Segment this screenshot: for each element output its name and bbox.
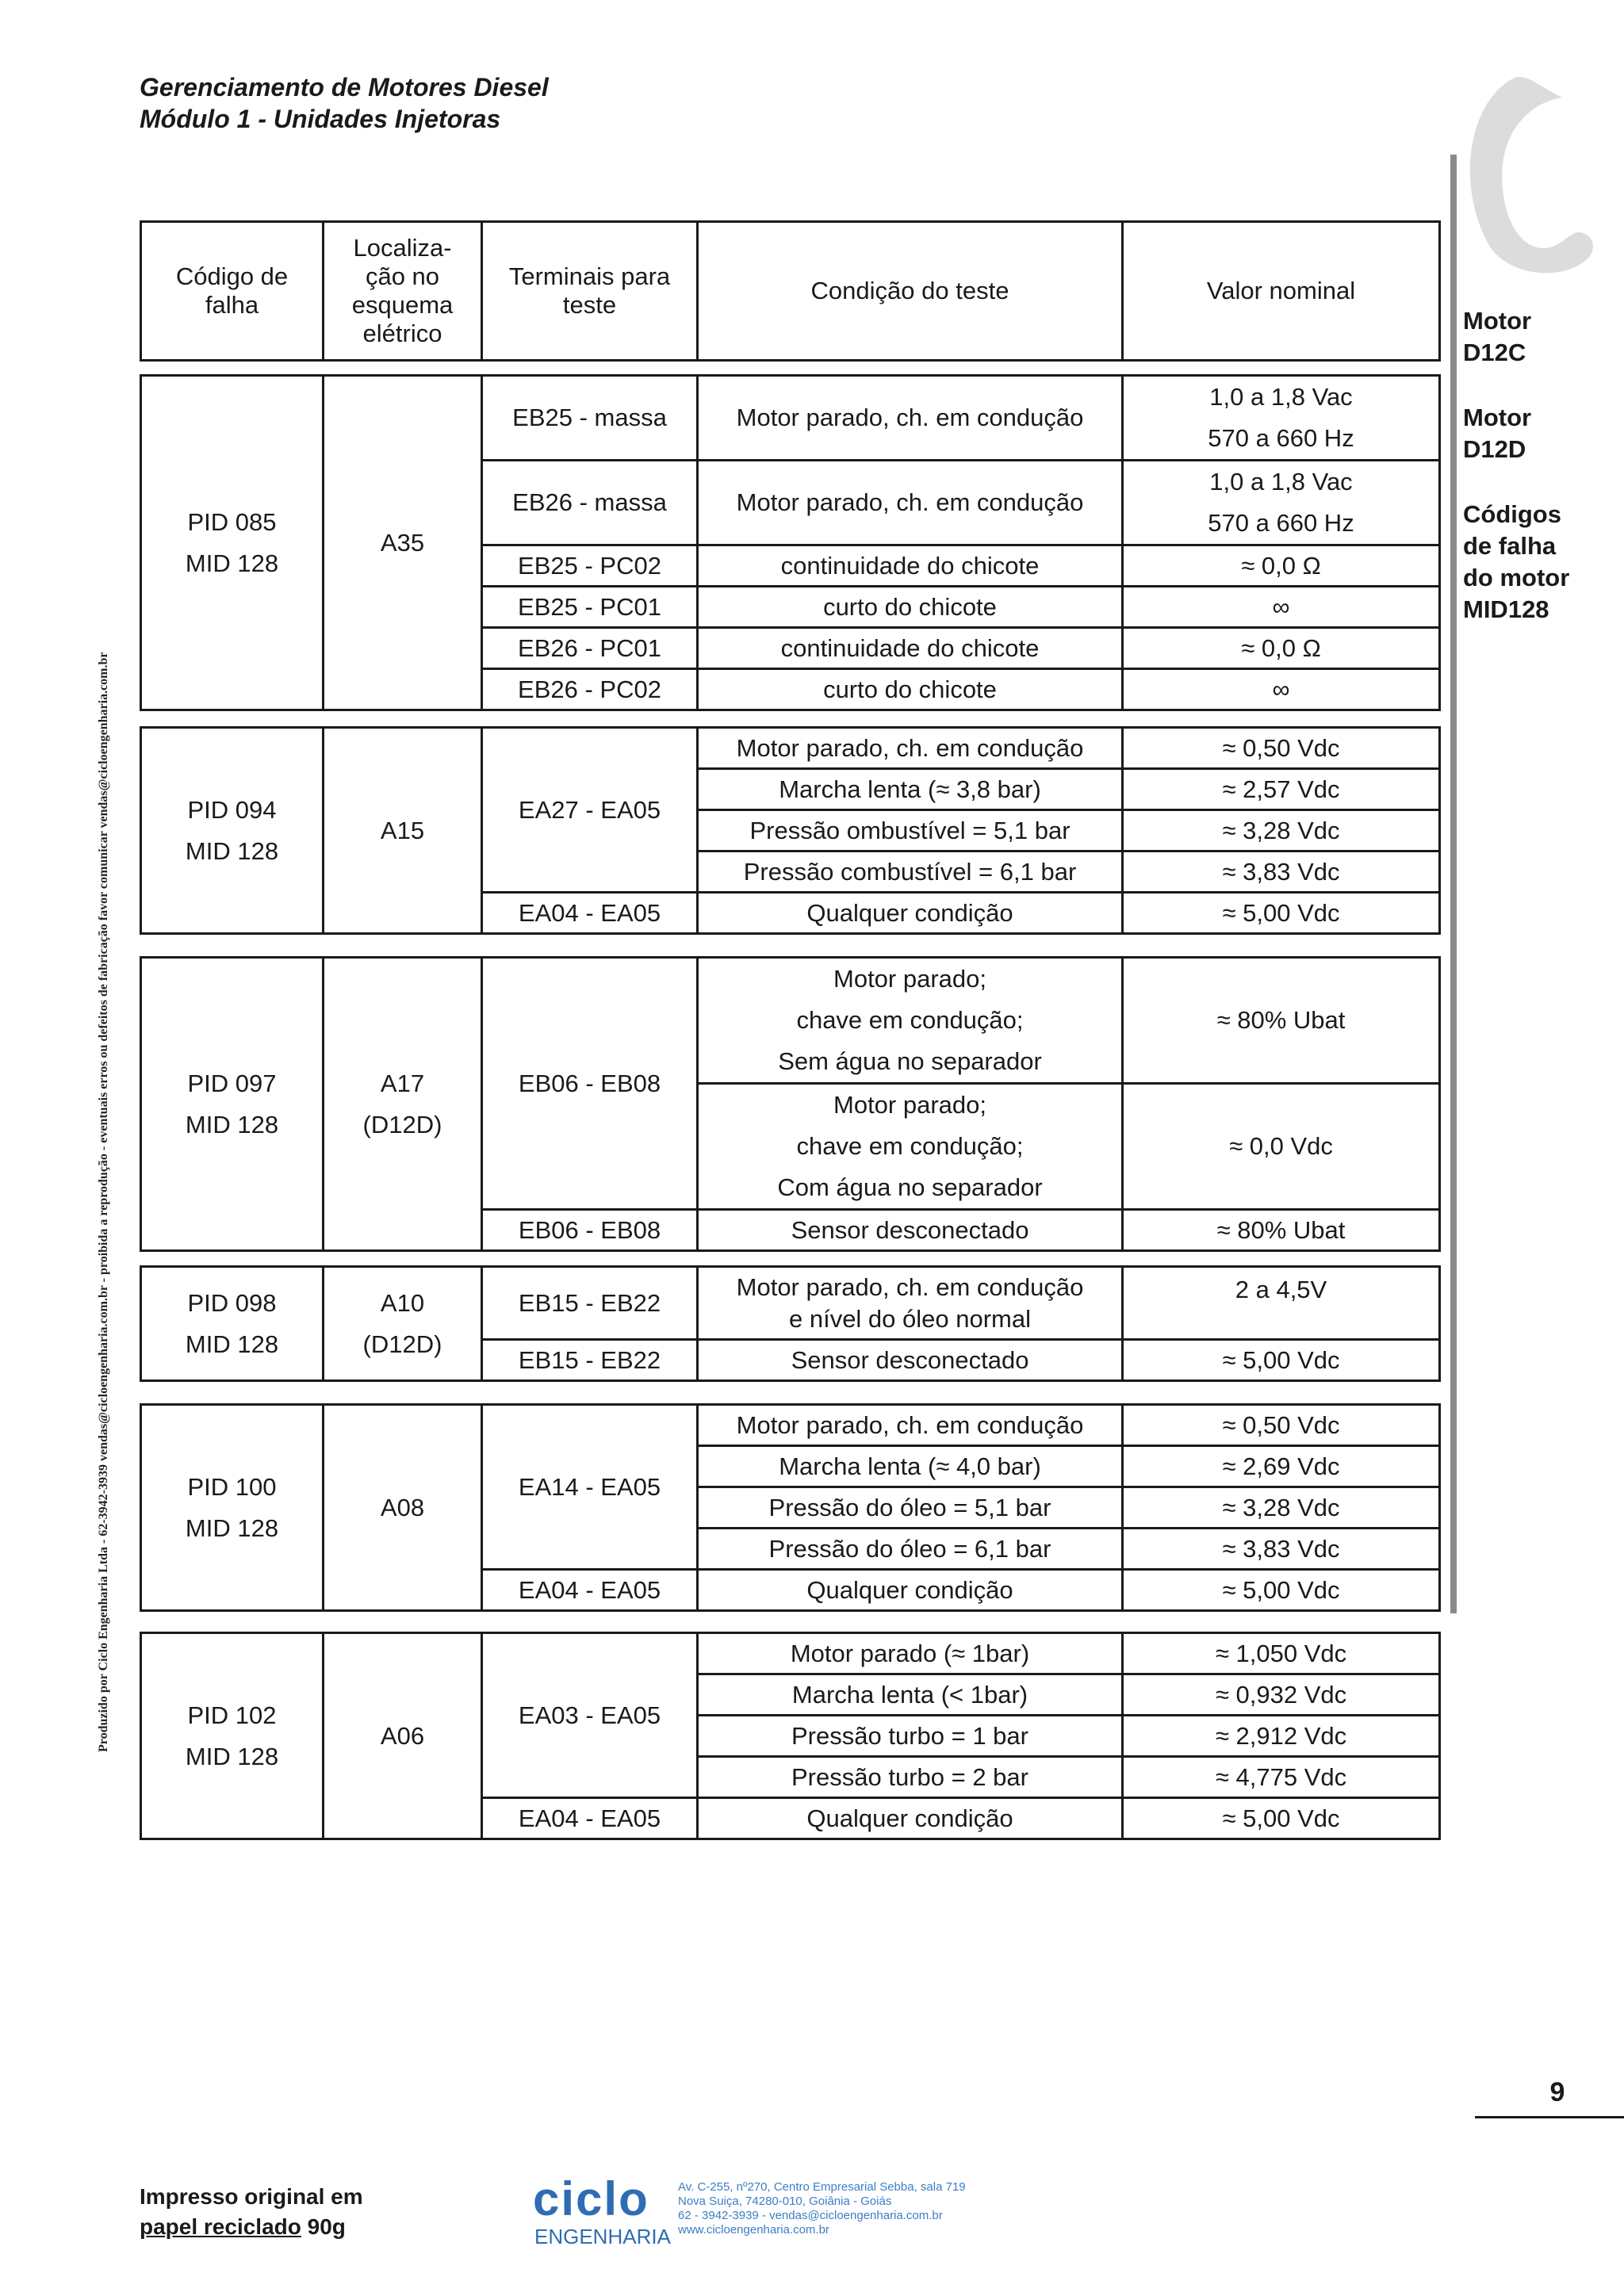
- terminals: EB26 - PC01: [482, 628, 698, 669]
- nominal-value: ≈ 0,0 Ω: [1123, 545, 1440, 587]
- condition: Pressão turbo = 2 bar: [698, 1757, 1123, 1798]
- nominal-value: ≈ 4,775 Vdc: [1123, 1757, 1440, 1798]
- terminals: EA03 - EA05: [482, 1633, 698, 1798]
- nominal-value: ≈ 5,00 Vdc: [1123, 1798, 1440, 1839]
- logo-brand-text: ciclo: [533, 2172, 649, 2225]
- col-header-nominal: Valor nominal: [1123, 222, 1440, 361]
- condition: Motor parado, ch. em condução e nível do óleo normal: [698, 1267, 1123, 1340]
- nominal-value: ≈ 0,50 Vdc: [1123, 1405, 1440, 1446]
- col-header-location: Localiza- ção no esquema elétrico: [324, 222, 482, 361]
- fault-code: PID 098 MID 128: [141, 1267, 324, 1381]
- condition: curto do chicote: [698, 587, 1123, 628]
- header-subtitle: Módulo 1 - Unidades Injetoras: [140, 105, 501, 133]
- header-title: Gerenciamento de Motores Diesel: [140, 73, 549, 101]
- printed-line2: [140, 2212, 363, 2242]
- fault-code: PID 094 MID 128: [141, 728, 324, 934]
- col-header-terminals: Terminais para teste: [482, 222, 698, 361]
- condition: Qualquer condição: [698, 1798, 1123, 1839]
- nominal-value: ≈ 2,69 Vdc: [1123, 1446, 1440, 1487]
- location: A06: [324, 1633, 482, 1839]
- condition: Marcha lenta (≈ 3,8 bar): [698, 769, 1123, 810]
- table-header: [140, 220, 1441, 362]
- condition: Pressão turbo = 1 bar: [698, 1716, 1123, 1757]
- fault-section-pid094: [140, 726, 1441, 935]
- terminals: EB15 - EB22: [482, 1267, 698, 1340]
- terminals: EA04 - EA05: [482, 1798, 698, 1839]
- terminals: EA04 - EA05: [482, 1570, 698, 1611]
- side-note-d12c: Motor D12C: [1463, 307, 1532, 366]
- location: A15: [324, 728, 482, 934]
- printed-underlined: papel reciclado: [140, 2214, 301, 2239]
- condition: Motor parado; chave em condução; Com água no separador: [698, 1084, 1123, 1210]
- nominal-value: ≈ 1,050 Vdc: [1123, 1633, 1440, 1674]
- location: A10 (D12D): [324, 1267, 482, 1381]
- fault-section-pid085: [140, 374, 1441, 711]
- location: A17 (D12D): [324, 958, 482, 1251]
- terminals: EB25 - massa: [482, 376, 698, 461]
- condition: Motor parado (≈ 1bar): [698, 1633, 1123, 1674]
- terminals: EB26 - massa: [482, 461, 698, 545]
- fault-section-pid102: [140, 1632, 1441, 1840]
- condition: Motor parado; chave em condução; Sem água no separador: [698, 958, 1123, 1084]
- condition: Qualquer condição: [698, 893, 1123, 934]
- document-header: [140, 71, 549, 135]
- fault-code: PID 085 MID 128: [141, 376, 324, 710]
- fault-code: PID 097 MID 128: [141, 958, 324, 1251]
- nominal-value: ≈ 0,0 Vdc: [1123, 1084, 1440, 1210]
- nominal-value: ≈ 80% Ubat: [1123, 958, 1440, 1084]
- terminals: EB06 - EB08: [482, 1210, 698, 1251]
- swoosh-logo-icon: [1459, 70, 1602, 284]
- nominal-value: ≈ 5,00 Vdc: [1123, 1570, 1440, 1611]
- page-number-block: [1475, 2077, 1624, 2118]
- terminals: EA14 - EA05: [482, 1405, 698, 1570]
- logo-sub-text: ENGENHARIA: [534, 2225, 671, 2248]
- fault-section-pid100: [140, 1403, 1441, 1612]
- condition: Motor parado, ch. em condução: [698, 728, 1123, 769]
- nominal-value: ≈ 0,50 Vdc: [1123, 728, 1440, 769]
- fault-code: PID 102 MID 128: [141, 1633, 324, 1839]
- terminals: EA27 - EA05: [482, 728, 698, 893]
- page-number-rule: [1475, 2116, 1624, 2118]
- terminals: EB25 - PC02: [482, 545, 698, 587]
- location: A35: [324, 376, 482, 710]
- terminals: EB06 - EB08: [482, 958, 698, 1210]
- company-address: Av. C-255, nº270, Centro Empresarial Sebba, sala 719 Nova Suiça, 74280-010, Goiânia - Goiás 62 - 3942-3939 - vendas@cicloengenharia.com.br www.cicloengenharia.com.br: [678, 2180, 966, 2237]
- nominal-value: ≈ 5,00 Vdc: [1123, 893, 1440, 934]
- nominal-value: ≈ 3,83 Vdc: [1123, 851, 1440, 893]
- condition: Sensor desconectado: [698, 1340, 1123, 1381]
- nominal-value: ≈ 3,28 Vdc: [1123, 1487, 1440, 1529]
- condition: Marcha lenta (< 1bar): [698, 1674, 1123, 1716]
- condition: continuidade do chicote: [698, 545, 1123, 587]
- nominal-value: ∞: [1123, 587, 1440, 628]
- condition: Pressão combustível = 6,1 bar: [698, 851, 1123, 893]
- col-header-fault-code: Código de falha: [141, 222, 324, 361]
- nominal-value: ≈ 80% Ubat: [1123, 1210, 1440, 1251]
- condition: curto do chicote: [698, 669, 1123, 710]
- condition: Sensor desconectado: [698, 1210, 1123, 1251]
- condition: Marcha lenta (≈ 4,0 bar): [698, 1446, 1123, 1487]
- terminals: EB15 - EB22: [482, 1340, 698, 1381]
- printed-on-note: [140, 2182, 363, 2242]
- side-note-fault-codes: Códigos de falha do motor MID128: [1463, 500, 1570, 623]
- fault-code: PID 100 MID 128: [141, 1405, 324, 1611]
- side-notes: [1463, 305, 1569, 659]
- condition: continuidade do chicote: [698, 628, 1123, 669]
- terminals: EB26 - PC02: [482, 669, 698, 710]
- nominal-value: 1,0 a 1,8 Vac 570 a 660 Hz: [1123, 461, 1440, 545]
- col-header-condition: Condição do teste: [698, 222, 1123, 361]
- condition: Pressão do óleo = 5,1 bar: [698, 1487, 1123, 1529]
- nominal-value: ≈ 2,912 Vdc: [1123, 1716, 1440, 1757]
- condition: Motor parado, ch. em condução: [698, 461, 1123, 545]
- nominal-value: ≈ 3,28 Vdc: [1123, 810, 1440, 851]
- nominal-value: ≈ 3,83 Vdc: [1123, 1529, 1440, 1570]
- condition: Qualquer condição: [698, 1570, 1123, 1611]
- printed-suffix: 90g: [301, 2214, 346, 2239]
- condition: Motor parado, ch. em condução: [698, 1405, 1123, 1446]
- location: A08: [324, 1405, 482, 1611]
- printed-line1: Impresso original em: [140, 2184, 363, 2209]
- fault-section-pid097: [140, 956, 1441, 1252]
- nominal-value: 1,0 a 1,8 Vac 570 a 660 Hz: [1123, 376, 1440, 461]
- condition: Pressão ombustível = 5,1 bar: [698, 810, 1123, 851]
- nominal-value: 2 a 4,5V: [1123, 1267, 1440, 1340]
- ciclo-logo: [533, 2171, 676, 2250]
- nominal-value: ∞: [1123, 669, 1440, 710]
- condition: Pressão do óleo = 6,1 bar: [698, 1529, 1123, 1570]
- terminals: EB25 - PC01: [482, 587, 698, 628]
- nominal-value: ≈ 5,00 Vdc: [1123, 1340, 1440, 1381]
- side-note-d12d: Motor D12D: [1463, 404, 1532, 463]
- fault-section-pid098: [140, 1265, 1441, 1382]
- nominal-value: ≈ 2,57 Vdc: [1123, 769, 1440, 810]
- terminals: EA04 - EA05: [482, 893, 698, 934]
- nominal-value: ≈ 0,0 Ω: [1123, 628, 1440, 669]
- side-vertical-rule: [1450, 155, 1457, 1613]
- page-number: 9: [1549, 2077, 1565, 2107]
- vertical-copyright-note: Produzido por Ciclo Engenharia Ltda - 62-3942-3939 vendas@cicloengenharia.com.br - proibida a reprodução - eventuais erros ou defeitos de fabricação favor comunicar vendas@cicloengenharia.com.br: [97, 652, 110, 1752]
- nominal-value: ≈ 0,932 Vdc: [1123, 1674, 1440, 1716]
- condition: Motor parado, ch. em condução: [698, 376, 1123, 461]
